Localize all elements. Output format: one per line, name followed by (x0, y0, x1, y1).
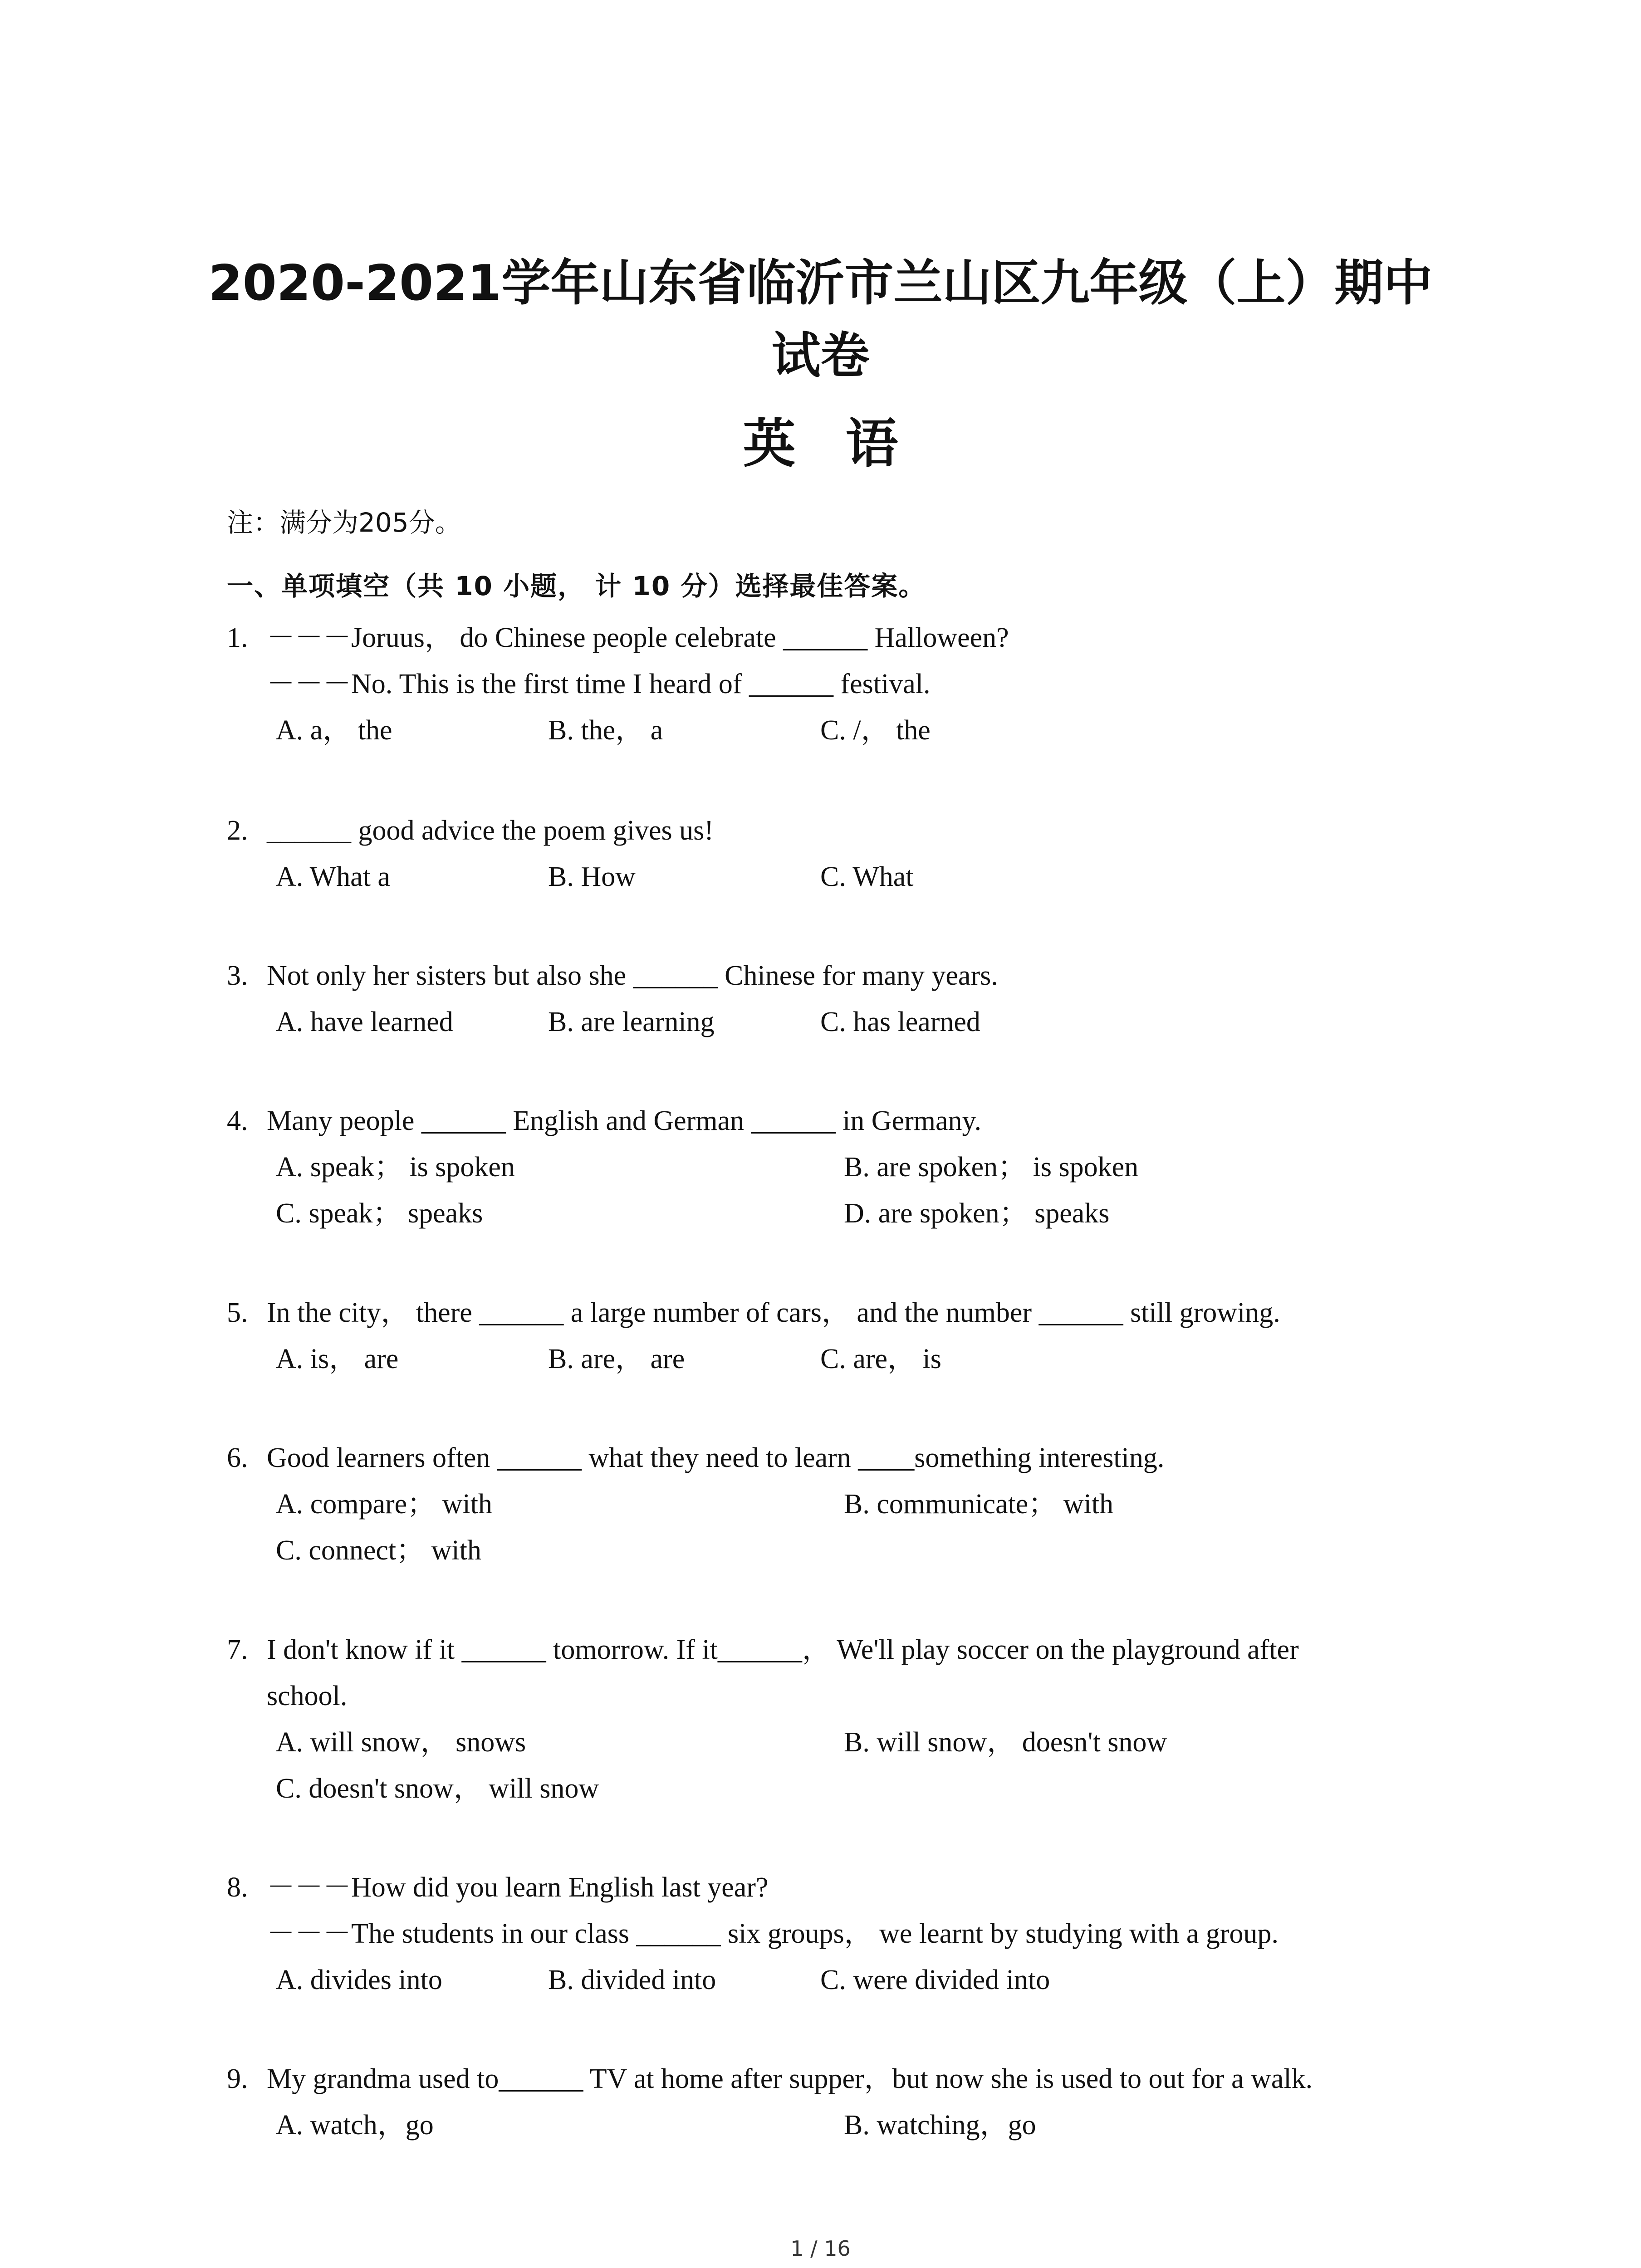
question-text: －－－Joruus， do Chinese people celebrate ______ Halloween? (267, 622, 1009, 653)
option-c: C. were divided into (820, 1965, 1050, 1995)
option-a: A. compare； with (276, 1489, 492, 1520)
question-9 (227, 2056, 1452, 2148)
option-a: A. have learned (276, 1007, 453, 1037)
option-d: D. are spoken； speaks (844, 1198, 1110, 1229)
option-b: B. are， are (548, 1344, 685, 1374)
question-text: －－－How did you learn English last year? (267, 1872, 769, 1903)
option-b: B. How (548, 861, 636, 892)
title-line-1: 2020-2021学年山东省临沂市兰山区九年级（上）期中 (208, 255, 1433, 312)
title-line-2: 试卷 (771, 327, 870, 384)
subject-heading: 英语 (743, 413, 948, 474)
question-number: 1. (227, 622, 248, 653)
question-number: 7. (227, 1634, 248, 1665)
question-text: Many people ______ English and German ______ in Germany. (267, 1105, 981, 1136)
question-4 (227, 1098, 1452, 1237)
question-5 (227, 1290, 1452, 1382)
document-title (0, 247, 1641, 392)
question-8 (227, 1864, 1452, 2003)
question-1 (227, 615, 1452, 753)
section-heading: 一、单项填空（共 10 小题， 计 10 分）选择最佳答案。 (227, 571, 926, 601)
option-b: B. communicate； with (844, 1489, 1114, 1520)
question-text: I don't know if it ______ tomorrow. If it______， We'll play soccer on the playground after (267, 1634, 1299, 1665)
question-text: Not only her sisters but also she ______ Chinese for many years. (267, 960, 998, 991)
option-b: B. watching，go (844, 2110, 1036, 2141)
page-number: 1 / 16 (790, 2236, 851, 2261)
question-number: 9. (227, 2063, 248, 2094)
question-7 (227, 1627, 1452, 1812)
option-b: B. divided into (548, 1965, 716, 1995)
option-a: A. What a (276, 861, 390, 892)
question-number: 2. (227, 815, 248, 846)
option-a: A. divides into (276, 1965, 442, 1995)
question-text: －－－No. This is the first time I heard of ______ festival. (267, 669, 931, 699)
question-3 (227, 953, 1452, 1045)
option-c: C. connect； with (276, 1535, 481, 1566)
option-c: C. has learned (820, 1007, 980, 1037)
option-c: C. are， is (820, 1344, 941, 1374)
score-note: 注：满分为205分。 (227, 507, 461, 538)
option-c: C. speak； speaks (276, 1198, 483, 1229)
question-number: 8. (227, 1872, 248, 1903)
question-6 (227, 1435, 1452, 1574)
question-text: In the city， there ______ a large number of cars， and the number ______ still growing. (267, 1297, 1280, 1328)
option-b: B. the， a (548, 715, 663, 746)
option-c: C. What (820, 861, 914, 892)
question-2 (227, 807, 1452, 900)
option-a: A. a， the (276, 715, 392, 746)
question-text: －－－The students in our class ______ six groups， we learnt by studying with a group. (267, 1918, 1279, 1949)
option-a: A. is， are (276, 1344, 399, 1374)
option-a: A. watch，go (276, 2110, 434, 2141)
option-c: C. /， the (820, 715, 931, 746)
option-c: C. doesn't snow， will snow (276, 1773, 599, 1804)
question-number: 4. (227, 1105, 248, 1136)
option-a: A. will snow， snows (276, 1727, 526, 1758)
option-a: A. speak； is spoken (276, 1152, 515, 1183)
option-b: B. are learning (548, 1007, 715, 1037)
option-b: B. will snow， doesn't snow (844, 1727, 1167, 1758)
question-text: ______ good advice the poem gives us! (267, 815, 714, 846)
question-number: 6. (227, 1442, 248, 1473)
question-number: 3. (227, 960, 248, 991)
question-text: Good learners often ______ what they need to learn ____something interesting. (267, 1442, 1165, 1473)
question-text: My grandma used to______ TV at home after supper，but now she is used to out for a walk. (267, 2063, 1313, 2094)
question-text: school. (267, 1681, 348, 1711)
option-b: B. are spoken； is spoken (844, 1152, 1139, 1183)
question-number: 5. (227, 1297, 248, 1328)
